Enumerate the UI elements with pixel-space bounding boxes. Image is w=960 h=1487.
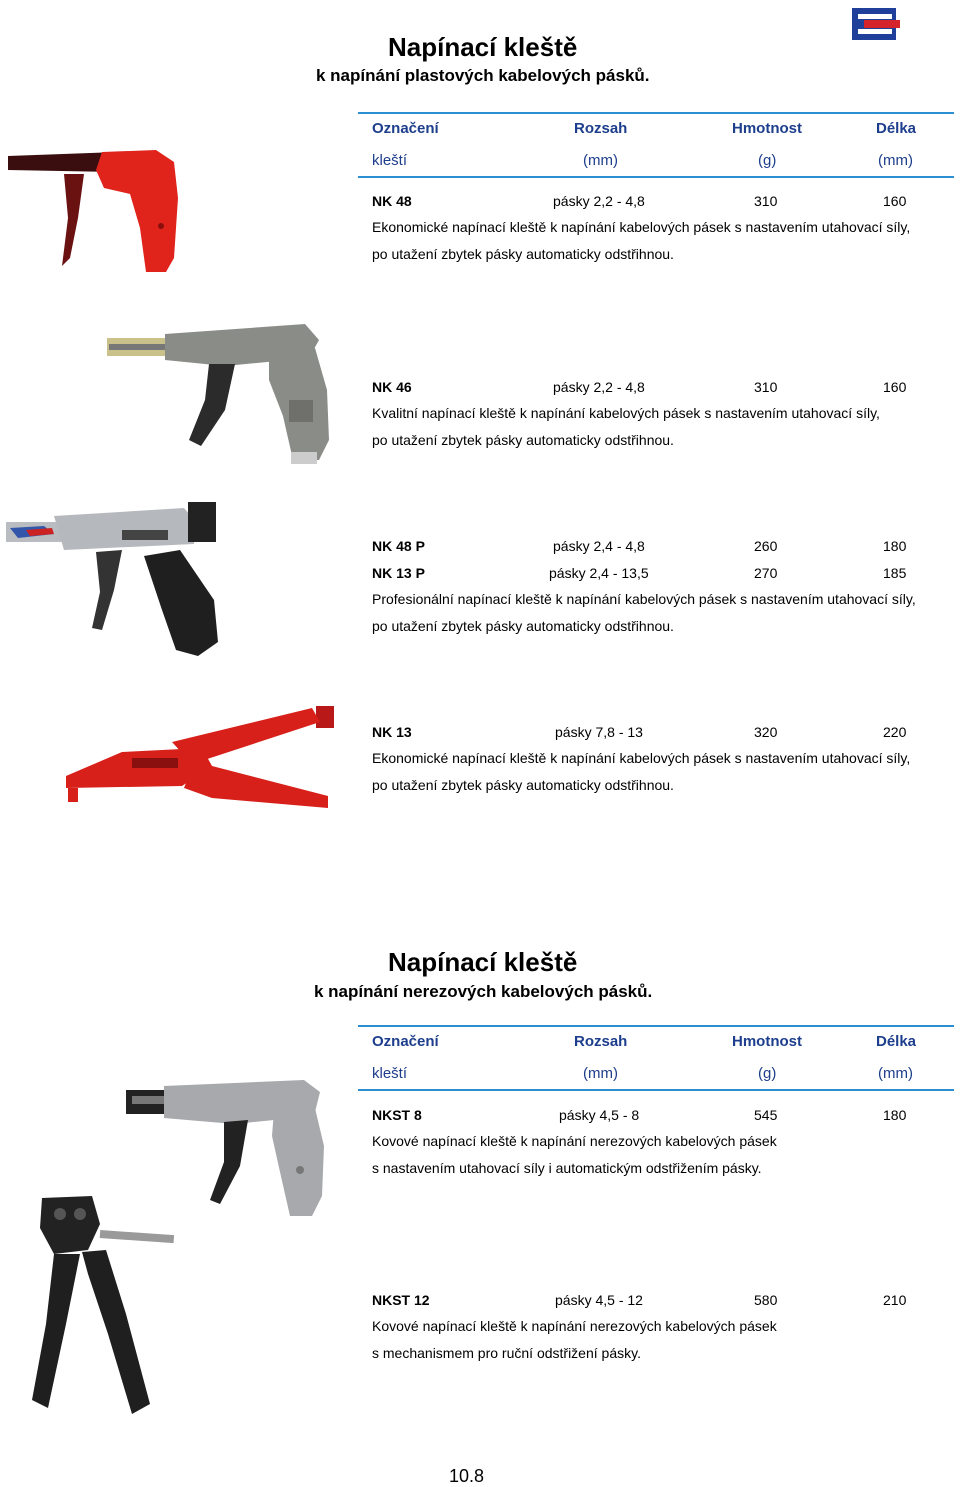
product-range: pásky 2,4 - 13,5 <box>549 565 649 581</box>
product-weight: 310 <box>754 193 778 209</box>
product-image-nk13 <box>62 702 338 812</box>
product-code: NK 48 P <box>372 538 425 554</box>
company-logo-icon <box>850 6 902 42</box>
product-length: 210 <box>883 1292 907 1308</box>
col-header-length: Délka <box>876 1033 917 1050</box>
product-description <box>372 1313 777 1367</box>
product-length: 185 <box>883 565 907 581</box>
section-subtitle: k napínání plastových kabelových pásků. <box>316 66 650 85</box>
product-range: pásky 2,2 - 4,8 <box>553 193 645 209</box>
col-unit-range: (mm) <box>583 1065 618 1082</box>
product-code: NK 46 <box>372 379 412 395</box>
product-range: pásky 7,8 - 13 <box>555 724 643 740</box>
product-description <box>372 745 910 799</box>
description-line: Kovové napínací kleště k napínání nerezových kabelových pásek <box>372 1133 777 1149</box>
description-line: po utažení zbytek pásky automaticky odstřihnou. <box>372 246 674 262</box>
product-image-nkst12 <box>26 1194 176 1420</box>
product-description <box>372 400 880 454</box>
product-range: pásky 4,5 - 8 <box>559 1107 640 1123</box>
product-description <box>372 586 916 640</box>
product-code: NK 13 <box>372 724 412 740</box>
product-weight: 310 <box>754 379 778 395</box>
col-unit-weight: (g) <box>758 1065 777 1082</box>
section-subtitle: k napínání nerezových kabelových pásků. <box>314 982 653 1001</box>
col-header-code: Označení <box>372 1033 439 1050</box>
section-title: Napínací kleště <box>388 947 578 977</box>
product-image-nk48p <box>4 500 230 658</box>
product-description <box>372 214 910 268</box>
col-header-code: Označení <box>372 120 439 137</box>
table-header <box>358 1025 954 1091</box>
col-unit-code: kleští <box>372 1065 408 1082</box>
product-length: 180 <box>883 538 907 554</box>
product-weight: 320 <box>754 724 778 740</box>
product-range: pásky 2,4 - 4,8 <box>553 538 645 554</box>
product-image-nk46 <box>105 320 335 468</box>
col-header-length: Délka <box>876 120 917 137</box>
col-unit-weight: (g) <box>758 152 777 169</box>
description-line: po utažení zbytek pásky automaticky odstřihnou. <box>372 777 674 793</box>
product-code: NKST 8 <box>372 1107 422 1123</box>
product-range: pásky 4,5 - 12 <box>555 1292 643 1308</box>
col-header-range: Rozsah <box>574 120 628 137</box>
product-length: 180 <box>883 1107 907 1123</box>
description-line: Kvalitní napínací kleště k napínání kabelových pásek s nastavením utahovací síly, <box>372 405 880 421</box>
product-range: pásky 2,2 - 4,8 <box>553 379 645 395</box>
product-code: NKST 12 <box>372 1292 430 1308</box>
description-line: Ekonomické napínací kleště k napínání kabelových pásek s nastavením utahovací síly, <box>372 750 911 766</box>
product-image-nk48 <box>6 148 178 274</box>
description-line: Kovové napínací kleště k napínání nerezových kabelových pásek <box>372 1318 777 1334</box>
col-header-weight: Hmotnost <box>732 1033 802 1050</box>
product-code: NK 48 <box>372 193 412 209</box>
table-header <box>358 112 954 178</box>
product-code: NK 13 P <box>372 565 425 581</box>
col-unit-length: (mm) <box>878 1065 913 1082</box>
col-header-weight: Hmotnost <box>732 120 802 137</box>
col-unit-length: (mm) <box>878 152 913 169</box>
product-weight: 260 <box>754 538 778 554</box>
description-line: Ekonomické napínací kleště k napínání kabelových pásek s nastavením utahovací síly, <box>372 219 911 235</box>
col-header-range: Rozsah <box>574 1033 628 1050</box>
description-line: po utažení zbytek pásky automaticky odstřihnou. <box>372 618 674 634</box>
col-unit-code: kleští <box>372 152 408 169</box>
description-line: po utažení zbytek pásky automaticky odstřihnou. <box>372 432 674 448</box>
col-unit-range: (mm) <box>583 152 618 169</box>
product-description <box>372 1128 777 1182</box>
product-length: 220 <box>883 724 907 740</box>
product-weight: 545 <box>754 1107 778 1123</box>
product-weight: 270 <box>754 565 778 581</box>
description-line: s mechanismem pro ruční odstřižení pásky. <box>372 1345 641 1361</box>
product-weight: 580 <box>754 1292 778 1308</box>
product-length: 160 <box>883 379 907 395</box>
section-title: Napínací kleště <box>388 32 578 62</box>
page-number: 10.8 <box>449 1466 485 1486</box>
description-line: s nastavením utahovací síly i automatickým odstřižením pásky. <box>372 1160 762 1176</box>
description-line: Profesionální napínací kleště k napínání kabelových pásek s nastavením utahovací síly, <box>372 591 916 607</box>
product-length: 160 <box>883 193 907 209</box>
